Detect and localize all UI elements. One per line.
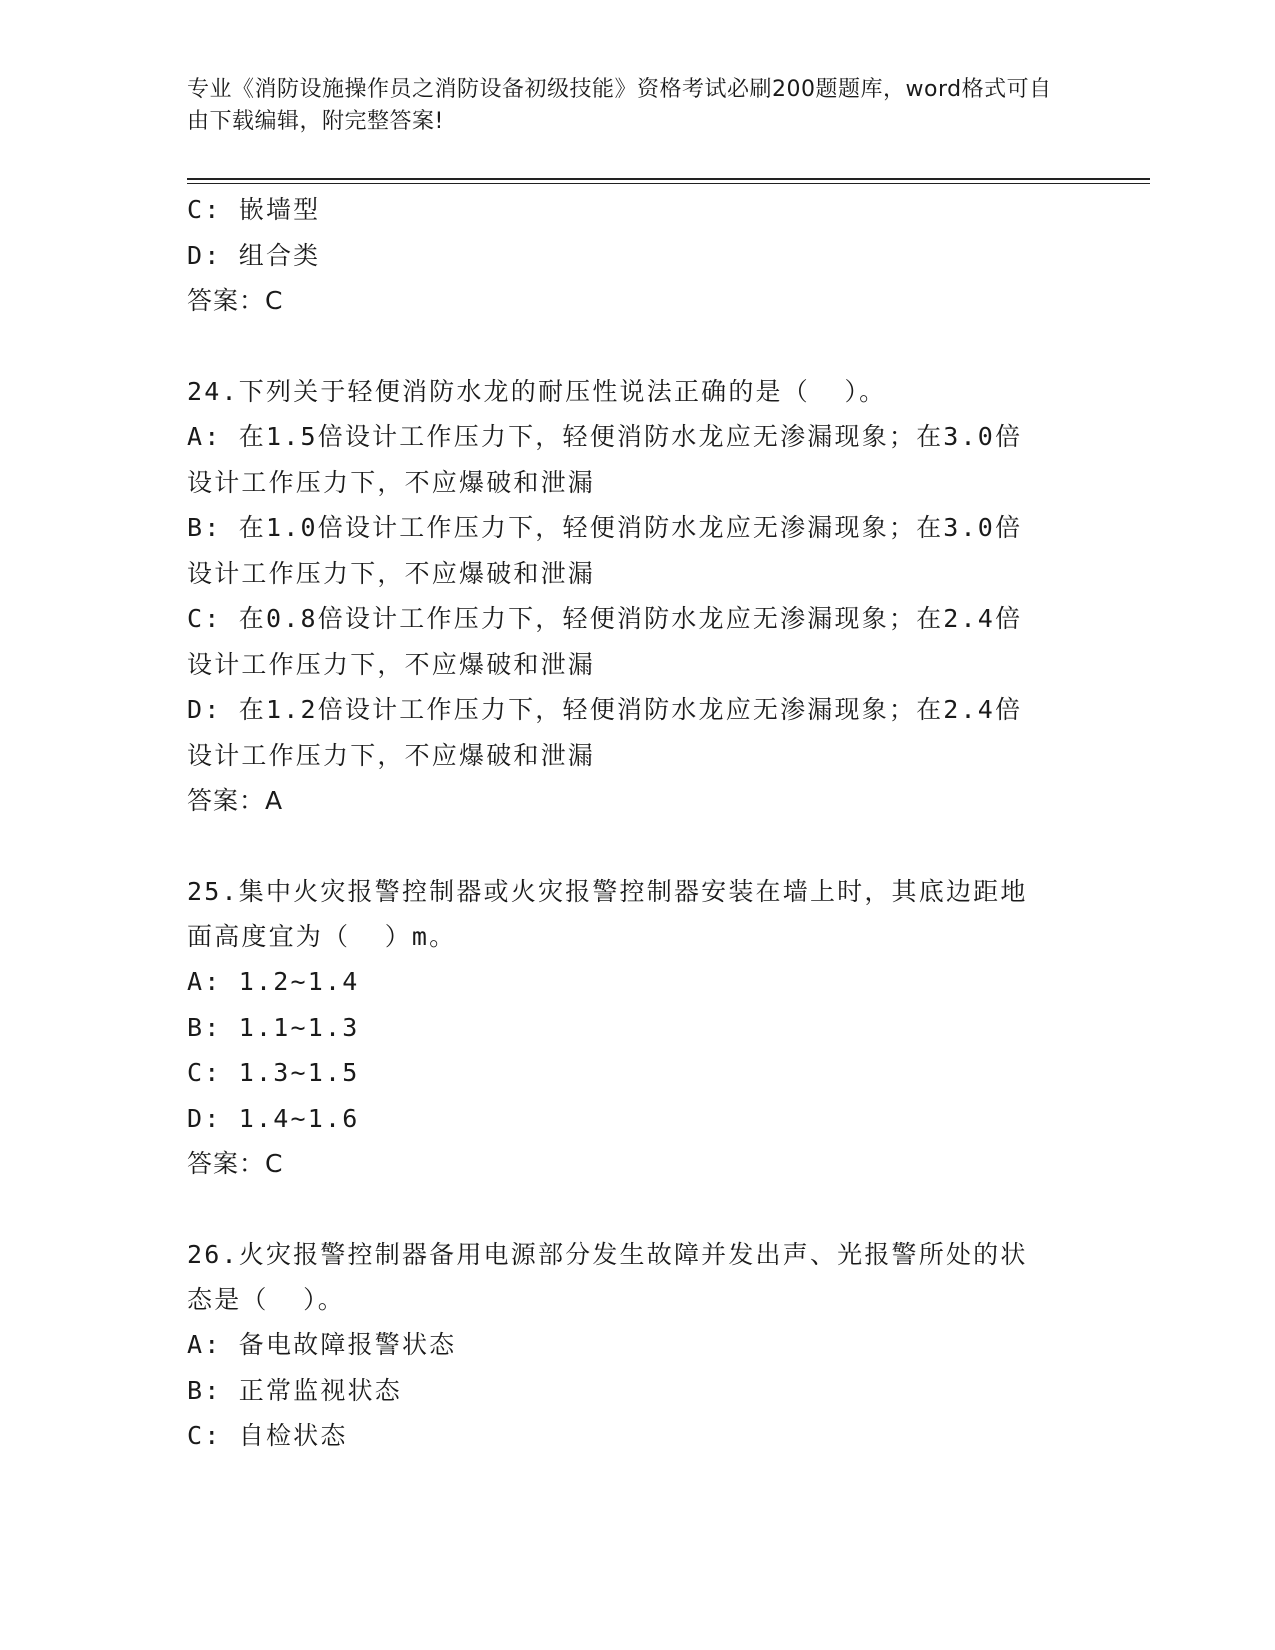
spacer bbox=[187, 324, 1087, 370]
option-d-cont: 设计工作压力下，不应爆破和泄漏 bbox=[187, 740, 596, 770]
spacer bbox=[187, 824, 1087, 870]
question-stem: 25.集中火灾报警控制器或火灾报警控制器安装在墙上时，其底边距地 bbox=[187, 877, 1028, 906]
option-c: C: 自检状态 bbox=[187, 1421, 348, 1450]
question-stem-cont: 面高度宜为（ ）m。 bbox=[187, 922, 457, 951]
question-24 bbox=[187, 369, 1087, 824]
option-c: C: 嵌墙型 bbox=[187, 195, 321, 224]
document-body bbox=[187, 187, 1087, 1459]
header-rule-thick bbox=[187, 178, 1150, 180]
option-a: A: 备电故障报警状态 bbox=[187, 1330, 457, 1359]
option-d: D: 组合类 bbox=[187, 240, 321, 270]
spacer bbox=[187, 1187, 1087, 1233]
option-d: D: 在1.2倍设计工作压力下，轻便消防水龙应无渗漏现象；在2.4倍 bbox=[187, 695, 1023, 724]
option-a: A: 在1.5倍设计工作压力下，轻便消防水龙应无渗漏现象；在3.0倍 bbox=[187, 422, 1023, 451]
prev-question-block bbox=[187, 187, 1087, 324]
answer-line: 答案：C bbox=[187, 1149, 284, 1178]
header-rule-thin bbox=[187, 183, 1150, 184]
option-b: B: 正常监视状态 bbox=[187, 1375, 402, 1405]
answer-line: 答案：A bbox=[187, 786, 284, 815]
document-header: 专业《消防设施操作员之消防设备初级技能》资格考试必刷200题题库，word格式可自由下载编辑，附完整答案! bbox=[187, 77, 1052, 134]
option-c: C: 在0.8倍设计工作压力下，轻便消防水龙应无渗漏现象；在2.4倍 bbox=[187, 604, 1023, 633]
option-a-cont: 设计工作压力下，不应爆破和泄漏 bbox=[187, 467, 596, 497]
option-a: A: 1.2~1.4 bbox=[187, 967, 360, 996]
question-26 bbox=[187, 1232, 1087, 1459]
option-d: D: 1.4~1.6 bbox=[187, 1103, 360, 1133]
question-stem: 24.下列关于轻便消防水龙的耐压性说法正确的是（ ）。 bbox=[187, 377, 887, 406]
option-c: C: 1.3~1.5 bbox=[187, 1058, 360, 1087]
option-c-cont: 设计工作压力下，不应爆破和泄漏 bbox=[187, 649, 596, 679]
answer-line: 答案：C bbox=[187, 286, 284, 315]
question-25 bbox=[187, 869, 1087, 1187]
question-stem: 26.火灾报警控制器备用电源部分发生故障并发出声、光报警所处的状 bbox=[187, 1240, 1028, 1269]
option-b: B: 1.1~1.3 bbox=[187, 1012, 360, 1042]
question-stem-cont: 态是（ ）。 bbox=[187, 1285, 346, 1314]
option-b-cont: 设计工作压力下，不应爆破和泄漏 bbox=[187, 558, 596, 588]
option-b: B: 在1.0倍设计工作压力下，轻便消防水龙应无渗漏现象；在3.0倍 bbox=[187, 513, 1023, 542]
